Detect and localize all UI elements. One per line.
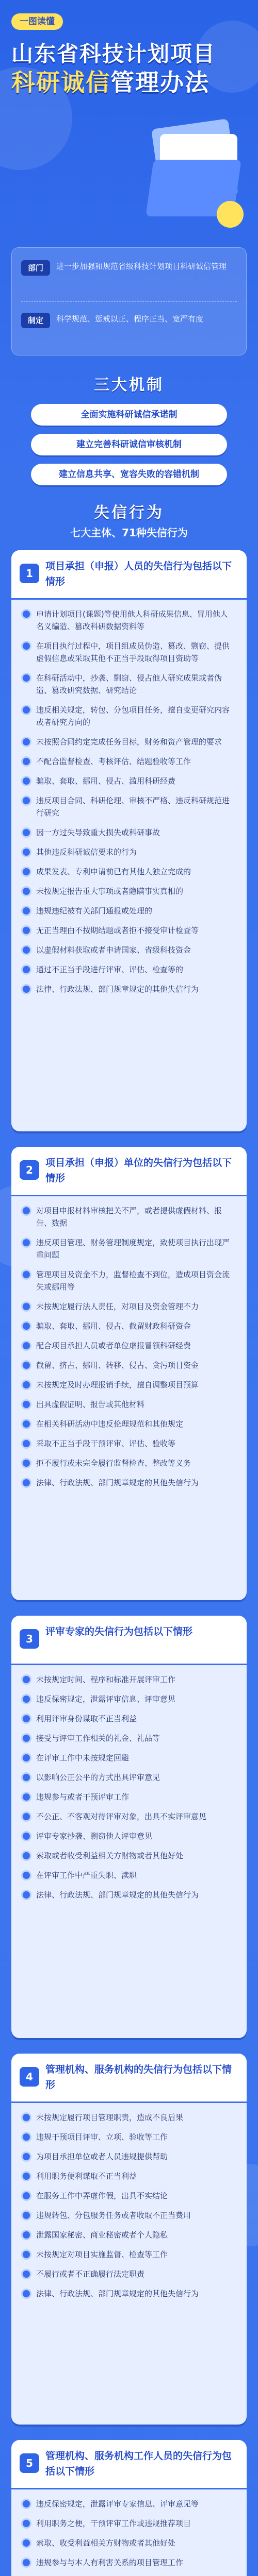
- list-item: 为项目承担单位或者人员违规提供帮助: [36, 2150, 235, 2163]
- list-item: 违反相关规定，转包、分包项目任务，擅自变更研究内容或者研究方向的: [36, 704, 235, 728]
- list-item: 违反项目管理、财务管理制度规定，致使项目执行出现严重问题: [36, 1236, 235, 1261]
- card-title: 评审专家的失信行为包括以下情形: [45, 1626, 193, 1637]
- card-number: 5: [20, 2453, 39, 2473]
- intro-badge: 制定: [21, 313, 50, 328]
- header-tag: 一图读懂: [11, 13, 63, 30]
- card-title: 项目承担（申报）人员的失信行为包括以下情形: [45, 561, 232, 587]
- list-item: 评审专家抄袭、剽窃他人评审意见: [36, 1830, 235, 1842]
- list-item: 在相关科研活动中违反伦理规范和其他规定: [36, 1418, 235, 1430]
- list-item: 未按规定及时办理报销手续，擅自调整项目预算: [36, 1379, 235, 1391]
- misconduct-card: [11, 2054, 247, 2425]
- list-item: 法律、行政法规、部门规章规定的其他失信行为: [36, 1889, 235, 1901]
- list-item: 在服务工作中弄虚作假，出具不实结论: [36, 2190, 235, 2202]
- list-item: 违规参与或者干预评审工作: [36, 1791, 235, 1803]
- card-number: 2: [20, 1160, 39, 1180]
- list-item: 未按照合同约定完成任务目标，财务和资产管理的要求: [36, 736, 235, 748]
- list-item: 因一方过失导致重大损失或科研事故: [36, 826, 235, 839]
- list-item: 未按规定履行项目管理职责，造成不良后果: [36, 2111, 235, 2124]
- list-item: 法律、行政法规、部门规章规定的其他失信行为: [36, 983, 235, 995]
- card-header: [11, 1147, 247, 1196]
- mechanism-item: 建立完善科研诚信审核机制: [31, 434, 227, 455]
- list-item: 违反保密规定，泄露评审信息、评审意见: [36, 1693, 235, 1705]
- magnifier-icon: [217, 201, 244, 228]
- intro-badge: 部门: [21, 260, 50, 276]
- list-item: 利用职务之便，干预评审工作或违规推荐项目: [36, 2517, 235, 2530]
- list-item: 以虚假材料获取或者申请国家、省级科技资金: [36, 944, 235, 956]
- card-title: 项目承担（申报）单位的失信行为包括以下情形: [45, 1157, 232, 1184]
- list-item: 在项目执行过程中，项目组成员伪造、篡改、剽窃、提供虚假信息或采取其他不正当手段取得项目资助等: [36, 640, 235, 665]
- section-title: 三大机制: [94, 376, 164, 394]
- list-item: 在评审工作中严重失职、渎职: [36, 1869, 235, 1882]
- list-item: 申请计划项目(课题)等使用他人科研成果信息、冒用他人名义编造、篡改科研数据资料等: [36, 608, 235, 633]
- list-item: 索取、收受利益相关方财物或者其他好处: [36, 2537, 235, 2549]
- card-title: 管理机构、服务机构的失信行为包括以下情形: [45, 2064, 232, 2091]
- intro-row-purpose: [21, 260, 238, 276]
- list-item: 法律、行政法规、部门规章规定的其他失信行为: [36, 1477, 235, 1489]
- misconduct-card: [11, 2440, 247, 2576]
- list-item: 采取不正当手段干预评审、评估、验收等: [36, 1437, 235, 1450]
- list-item: 在评审工作中未按规定回避: [36, 1752, 235, 1764]
- list-item: 违规违纪被有关部门通报或处理的: [36, 905, 235, 917]
- list-item: 违规参与与本人有利害关系的项目管理工作: [36, 2556, 235, 2569]
- list-item: 管理项目及资金不力，监督检查不到位，造成项目资金流失或挪用等: [36, 1268, 235, 1293]
- misconduct-list: [11, 2103, 247, 2315]
- card-header: [11, 550, 247, 600]
- misconduct-list: [11, 2489, 247, 2576]
- list-item: 违规干预项目评审、立项、验收等工作: [36, 2131, 235, 2143]
- page-subtitle: [11, 64, 209, 98]
- list-item: 截留、挤占、挪用、转移、侵占、贪污项目资金: [36, 1359, 235, 1371]
- mechanism-section-header: [0, 372, 258, 395]
- list-item: 泄露国家秘密、商业秘密或者个人隐私: [36, 2229, 235, 2241]
- list-item: 利用评审身份谋取不正当利益: [36, 1713, 235, 1725]
- misconduct-section-header: [0, 500, 258, 539]
- card-header: [11, 1616, 247, 1665]
- list-item: 索取或者收受利益相关方财物或者其他好处: [36, 1850, 235, 1862]
- divider: [21, 301, 237, 302]
- mechanism-item: 全面实施科研诚信承诺制: [31, 404, 227, 426]
- list-item: 通过不正当手段进行评审、评估、检查等的: [36, 963, 235, 976]
- card-header: [11, 2440, 247, 2489]
- list-item: 无正当理由不按期结题或者拒不接受审计检查等: [36, 924, 235, 937]
- list-item: 违规转包、分包服务任务或者收取不正当费用: [36, 2209, 235, 2222]
- list-item: 成果发表、专利申请前已有其他人独立完成的: [36, 866, 235, 878]
- list-item: 法律、行政法规、部门规章规定的其他失信行为: [36, 2287, 235, 2300]
- section-subtitle: 七大主体、71种失信行为: [70, 527, 188, 539]
- list-item: 利用职务便利谋取不正当利益: [36, 2170, 235, 2182]
- list-item: 违反项目合同、科研伦理、审核不严格、违反科研规范进行研究: [36, 794, 235, 819]
- card-number: 1: [20, 564, 39, 583]
- list-item: 以影响公正公平的方式出具评审意见: [36, 1771, 235, 1784]
- page-title: 山东省科技计划项目: [11, 41, 216, 66]
- list-item: 不公正、不客观对待评审对象，出具不实评审意见: [36, 1810, 235, 1823]
- misconduct-list: [11, 600, 247, 1011]
- list-item: 其他违反科研诚信要求的行为: [36, 846, 235, 858]
- list-item: 拒不履行或未完全履行监督检查、整改等义务: [36, 1457, 235, 1469]
- misconduct-list: [11, 1665, 247, 1917]
- section-title: 失信行为: [94, 504, 164, 522]
- misconduct-card: [11, 1616, 247, 2038]
- intro-row-principle: [21, 313, 238, 328]
- misconduct-card: [11, 550, 247, 1131]
- intro-text: 进一步加强和规范省级科技计划项目科研诚信管理: [56, 262, 227, 271]
- misconduct-card: [11, 1147, 247, 1600]
- list-item: 违反保密规定，泄露评审专家信息、评审意见等: [36, 2498, 235, 2510]
- card-number: 4: [20, 2067, 39, 2087]
- card-title: 管理机构、服务机构工作人员的失信行为包括以下情形: [45, 2450, 232, 2477]
- list-item: 未按规定时间、程序和标准开展评审工作: [36, 1673, 235, 1686]
- list-item: 配合项目承担人员或者单位虚报冒领科研经费: [36, 1340, 235, 1352]
- list-item: 未按规定履行法人责任，对项目及资金管理不力: [36, 1300, 235, 1313]
- list-item: 不配合监督检查、考核评估、结题验收等工作: [36, 755, 235, 768]
- list-item: 未按规定对项目实施监督、检查等工作: [36, 2248, 235, 2261]
- card-number: 3: [20, 1629, 39, 1649]
- hero-folders-illustration: [139, 103, 248, 237]
- list-item: 接受与评审工作相关的礼金、礼品等: [36, 1732, 235, 1744]
- list-item: 未按规定报告重大事项或者隐瞒事实真相的: [36, 885, 235, 897]
- mechanism-item: 建立信息共享、宽容失败的容错机制: [31, 464, 227, 485]
- intro-text: 科学规范、惩戒以正、程序正当、宽严有度: [56, 314, 204, 324]
- title-highlight: 科研诚信: [11, 69, 110, 96]
- list-item: 骗取、套取、挪用、侵占、滥用科研经费: [36, 775, 235, 787]
- list-item: 出具虚假证明、报告或其他材料: [36, 1398, 235, 1411]
- intro-box: [11, 247, 247, 355]
- title-rest: 管理办法: [110, 69, 209, 96]
- card-header: [11, 2054, 247, 2103]
- list-item: 在科研活动中，抄袭、剽窃、侵占他人研究成果或者伪造、篡改研究数据、研究结论: [36, 672, 235, 697]
- list-item: 骗取、套取、挪用、侵占、截留财政科研资金: [36, 1320, 235, 1332]
- misconduct-list: [11, 1196, 247, 1504]
- list-item: 对项目申报材料审核把关不严，或者提供虚假材料、报告、数据: [36, 1205, 235, 1229]
- list-item: 不履行或者不正确履行法定职责: [36, 2268, 235, 2280]
